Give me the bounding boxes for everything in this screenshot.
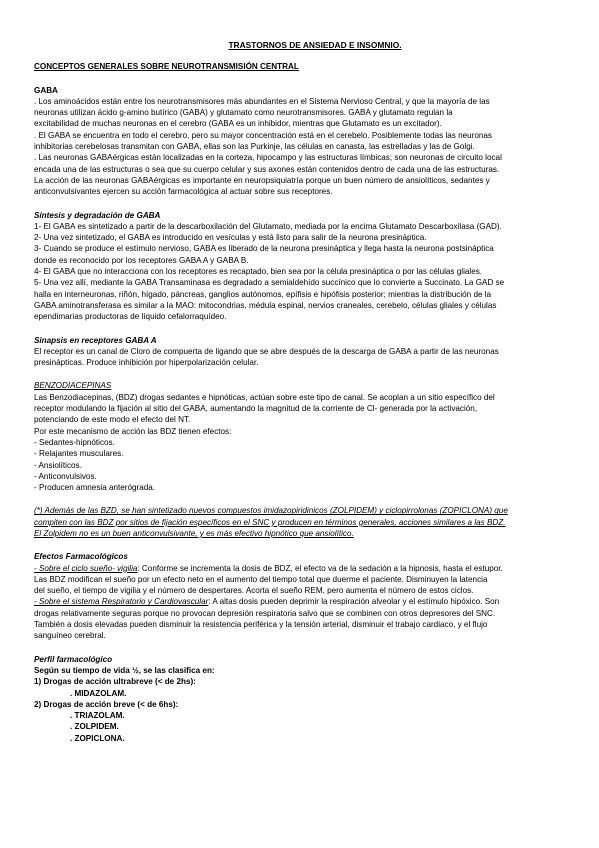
sinapsis-line: El receptor es un canal de Cloro de compuerta de ligando que se abre después de la descarga de GABA a partir de las neuronas xyxy=(34,346,499,356)
section-heading: CONCEPTOS GENERALES SOBRE NEUROTRANSMISIÓN CENTRAL xyxy=(34,62,299,72)
perfil-group-1: 1) Drogas de acción ultrabreve (< de 2hs): xyxy=(34,677,196,687)
note-line: (*) Además de las BZD, se han sintetizado nuevos compuestos imidazopiridinicos (ZOLPIDEM) y ciclopirrolonas (ZOPICLONA) que xyxy=(34,506,508,516)
document-page xyxy=(34,40,566,744)
efectos-line: También a dosis elevadas pueden disminuir la resistencia periférica y la tensión arterial, disminuir el trabajo cardiaco, y el flujo xyxy=(34,620,488,630)
efectos-body xyxy=(34,563,566,642)
sintesis-line: halla en interneuronas, riñón, hígado, páncreas, ganglios autónomos, epífisis e hipófisis posterior; mientras la distribución de la xyxy=(34,289,492,299)
benzo-heading: BENZODIACEPINAS xyxy=(34,381,112,391)
perfil-body xyxy=(34,665,566,744)
efectos-line xyxy=(34,563,566,574)
note-line: compiten con las BDZ por sitios de fijación específicos en el SNC y producen en términos generales, acciones similares a las BDZ. xyxy=(34,517,506,527)
sintesis-heading: Síntesis y degradación de GABA xyxy=(34,210,161,220)
benzo-effect-item: - Ansiolíticos. xyxy=(34,460,82,470)
gaba-line: inhibitorias cerebelosas transmitan con GABA, ellas son las Purkinje, las células en canasta, las estrelladas y las de Golgi. xyxy=(34,142,475,152)
resp-cardio-label: - Sobre el sistema Respiratorio y Cardiovascular xyxy=(34,597,209,607)
gaba-heading: GABA xyxy=(34,85,58,95)
drug-item: . MIDAZOLAM. xyxy=(70,688,127,698)
note-line: El Zolpidem no es un buen anticonvulsivante, y es más efectivo hipnótico que ansiolítico. xyxy=(34,528,354,538)
sinapsis-body xyxy=(34,346,566,369)
drug-item: . ZOPICLONA. xyxy=(70,733,125,743)
gaba-line: La acción de las neuronas GABAérgicas es importante en neuropsiquiatría porque un buen número de ansiolíticos, sedantes y xyxy=(34,175,490,185)
efectos-line: drogas relativamente seguras porque no provocan depresión respiratoria salvo que se combinen con otros depresores del SNC. xyxy=(34,608,496,618)
benzo-line: Las Benzodiacepinas, (BDZ) drogas sedantes e hipnóticas, actúan sobre este tipo de canal. Se acoplan a un sitio específico del xyxy=(34,392,495,402)
sintesis-line: 4- El GABA que no interacciona con los receptores es recaptado, bien sea por la célula presináptica o por las células gliales. xyxy=(34,267,483,277)
sintesis-line: GABA aminotransferasa es similar a la MAO: mitocondrias, médula espinal, nervios craneales, cerebelo, células gliales y células xyxy=(34,300,497,310)
perfil-intro: Según su tiempo de vida ½, se las clasifica en: xyxy=(34,665,215,675)
gaba-line: anticonvulsivantes ejercen su acción farmacológica al actuar sobre sus receptores. xyxy=(34,187,333,197)
benzo-body xyxy=(34,392,566,494)
efectos-line: sanguíneo cerebral. xyxy=(34,631,106,641)
sintesis-body xyxy=(34,221,566,323)
drug-item: . ZOLPIDEM. xyxy=(70,722,119,732)
sintesis-line: 1- El GABA es sintetizado a partir de la descarboxilación del Glutamato, mediada por la encima Glutamato Descarboxilasa (GAD). xyxy=(34,221,502,231)
drug-item: . TRIAZOLAM. xyxy=(70,711,125,721)
sintesis-line: 3- Cuando se produce el estímulo nervioso, GABA es liberado de la neurona presináptica y llega hasta la neurona postsináptica xyxy=(34,244,494,254)
gaba-line: encada una de las estructuras o sea que su cuerpo celular y sus axones están contenidos dentro de cada una de las estructuras. xyxy=(34,164,500,174)
benzo-effect-item: - Anticonvulsivos. xyxy=(34,471,97,481)
benzo-line: Por este mecanismo de acción las BDZ tienen efectos: xyxy=(34,426,232,436)
sintesis-line: ependimarias productoras de líquido cefalorraquídeo. xyxy=(34,312,227,322)
gaba-line: . Las neuronas GABAérgicas están localizadas en la corteza, hipocampo y las estructuras límbicas; son neuronas de circuito local xyxy=(34,153,502,163)
efectos-line xyxy=(34,596,566,607)
perfil-group-2: 2) Drogas de acción breve (< de 6hs): xyxy=(34,699,179,709)
efectos-line: Las BDZ modifican el sueño por un efecto neto en el aumento del tiempo total que duerme el paciente. Disminuyen la latencia xyxy=(34,574,488,584)
sleep-cycle-label: - Sobre el ciclo sueño- vigilia xyxy=(34,563,138,573)
efectos-line: del sueño, el tiempo de vigilia y el número de despertares. Acorta el sueño REM, pero aumenta el número de estos ciclos. xyxy=(34,586,474,596)
benzo-effect-item: - Producen amnesia anterógrada. xyxy=(34,483,156,493)
benzo-effect-item: - Relajantes musculares. xyxy=(34,449,124,459)
sinapsis-line: presinápticas. Produce inhibición por hiperpolarización celular. xyxy=(34,358,259,368)
sintesis-line: 5- Una vez allí, mediante la GABA Transaminasa es degradado a semialdehído succínico que lo convierte a Succinato. La GAD se xyxy=(34,278,505,288)
sinapsis-heading: Sinapsis en receptores GABA A xyxy=(34,335,157,345)
zolpidem-note xyxy=(34,505,566,539)
gaba-body xyxy=(34,96,566,198)
benzo-effect-item: - Sedantes-hipnóticos. xyxy=(34,437,115,447)
sleep-cycle-text: : Conforme se incrementa la dosis de BDZ, el efecto va de la sedación a la hipnosis, hasta el estupor. xyxy=(137,563,503,573)
perfil-heading: Perfil farmacológico xyxy=(34,654,113,664)
gaba-line: neuronas utilizan ácido g-amino butírico (GABA) y glutamato como neurotransmisores. GABA y glutamato regulan la xyxy=(34,108,453,118)
benzo-line: receptor modulando la fijación al sitio del GABA, aumentando la magnitud de la corriente de Cl- generada por la activación, xyxy=(34,404,478,414)
benzo-line: potenciando de este modo el efecto del NT. xyxy=(34,415,191,425)
gaba-line: excitabilidad de muchas neuronas en el cerebro (GABA es un inhibidor, mientras que Glutamato es un excitador). xyxy=(34,119,442,129)
sintesis-line: 2- Una vez sintetizado, el GABA es introducido en vesículas y está listo para salir de la neurona presináptica. xyxy=(34,233,427,243)
document-title: TRASTORNOS DE ANSIEDAD E INSOMNIO. xyxy=(228,40,402,50)
sintesis-line: donde es reconocido por los receptores GABA A y GABA B. xyxy=(34,255,249,265)
efectos-heading: Efectos Farmacológicos xyxy=(34,552,128,562)
resp-cardio-text: : A altas dosis pueden deprimir la respiración alveolar y el estímulo hipóxico. Son xyxy=(208,597,500,607)
gaba-line: . Los aminoácidos están entre los neurotransmisores más abundantes en el Sistema Nervioso Central, y que la mayoría de las xyxy=(34,96,490,106)
gaba-line: . El GABA se encuentra en todo el cerebro, pero su mayor concentración está en el cerebelo. Posiblemente todas las neuronas xyxy=(34,130,492,140)
